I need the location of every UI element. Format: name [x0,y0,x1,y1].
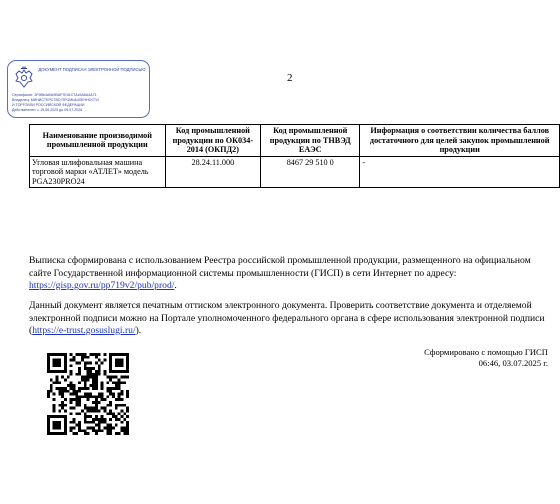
cell-tnved: 8467 29 510 0 [261,156,360,188]
generated-label: Сформировано с помощью ГИСП [424,347,548,357]
verification-text: Данный документ является печатным оттиском электронного документа. Проверить соответствие документа и отделяемой электронной подписи можно на Портале уполномоченного федерального органа в сфере использования электронной подписи ( [29,300,545,336]
generated-block [424,347,548,369]
cell-product-name: Угловая шлифовальная машина торговой марки «АТЛЕТ» модель PGA230PRO24 [30,156,166,188]
coat-of-arms-icon [12,66,36,90]
table-header-row [30,125,560,157]
table-row [30,156,560,188]
header-product-name: Наименование производимой промышленной продукции [30,125,166,157]
stamp-validity: Действителен: с 19.06.2025 до 09.07.2026 [12,108,83,112]
stamp-owner-cont: И ТОРГОВЛИ РОССИЙСКОЙ ФЕДЕРАЦИИ [12,103,85,107]
gisp-link[interactable]: https://gisp.gov.ru/pp719v2/pub/prod/ [29,280,175,291]
verification-text-end: ). [135,325,142,336]
cell-okpd2: 28.24.11.000 [165,156,260,188]
header-tnved: Код промышленной продукции по ТНВЭД ЕАЭС [261,125,360,157]
registry-text-end: . [174,280,177,291]
registry-paragraph [29,255,554,293]
stamp-owner: Владелец: МИНИСТЕРСТВО ПРОМЫШЛЕННОСТИ [12,98,99,102]
page-number: 2 [287,72,293,84]
signature-stamp [7,60,150,118]
products-table [29,124,560,188]
header-points-info: Информация о соответствии количества баллов достаточного для целей закупок промышленной продукции [360,125,560,157]
etrust-link[interactable]: https://e-trust.gosuslugi.ru/ [32,325,136,336]
verification-paragraph [29,300,554,338]
qr-code [47,353,129,435]
generated-datetime: 06:46, 03.07.2025 г. [478,358,548,368]
stamp-certificate: Сертификат: 3F9Bb4a9A9BAF7Ed1C7Ac5A6A4A71 [12,93,97,97]
header-okpd2: Код промышленной продукции по ОК034-2014 (ОКПД2) [165,125,260,157]
cell-points-info: - [360,156,560,188]
registry-text: Выписка сформирована с использованием Реестра российской промышленной продукции, размещенного на официальном сайте Государственной информационной системы промышленности (ГИСП) в сети Интернет по адресу: [29,255,531,279]
stamp-title: ДОКУМЕНТ ПОДПИСАН ЭЛЕКТРОННОЙ ПОДПИСЬЮ [38,67,146,72]
